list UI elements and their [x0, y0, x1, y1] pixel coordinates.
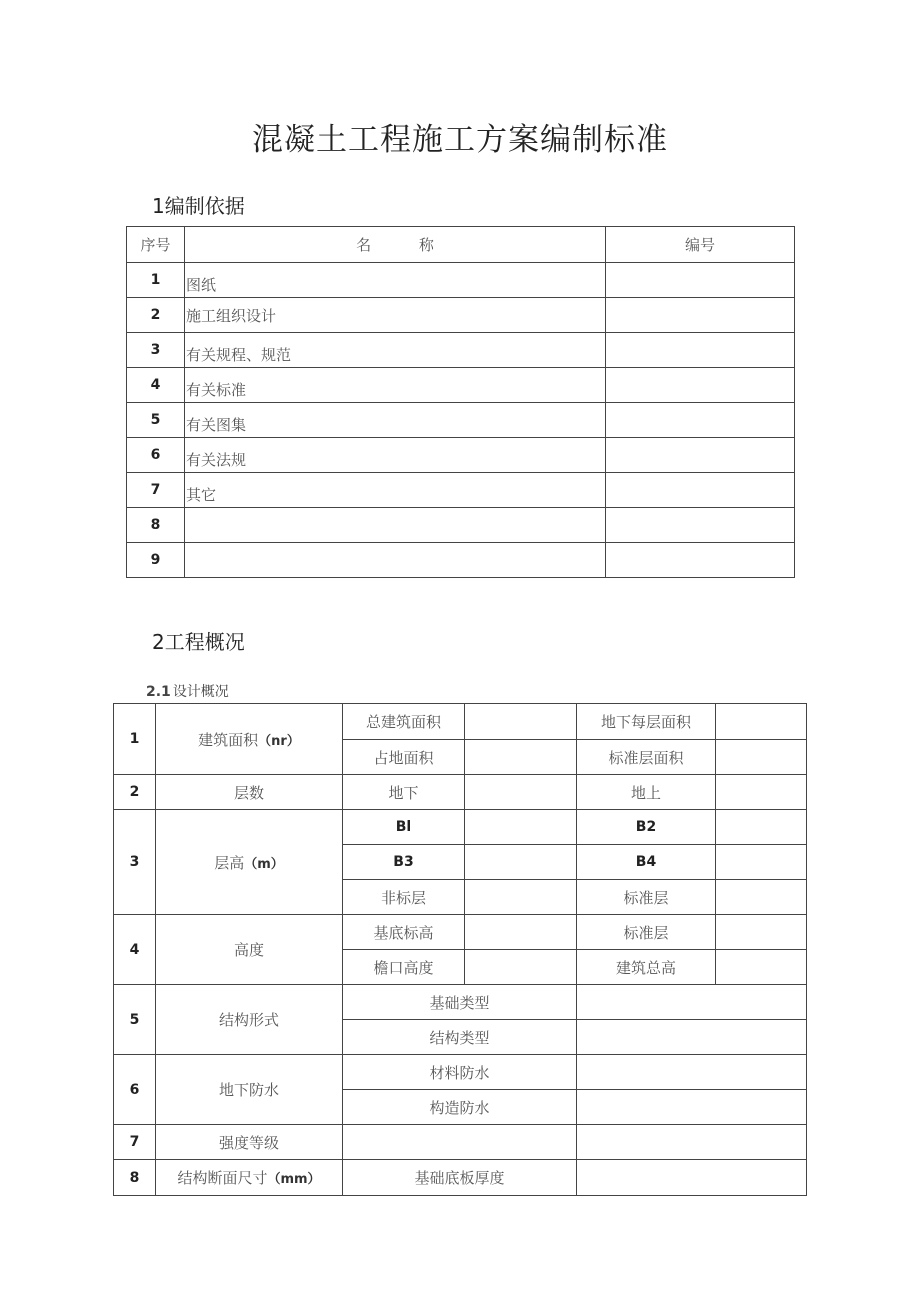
- field-value: [577, 985, 807, 1020]
- row-code: [606, 473, 795, 508]
- row-name: 有关规程、规范: [185, 333, 606, 368]
- row-label: 层高（m）: [156, 810, 343, 915]
- table-row: [127, 508, 795, 543]
- row-code: [606, 403, 795, 438]
- field-value: [577, 1125, 807, 1160]
- section-2-heading: 2工程概况: [152, 630, 245, 654]
- header-name: 名 称: [185, 227, 606, 263]
- field-label: 占地面积: [343, 740, 465, 775]
- field-label: B4: [577, 845, 716, 880]
- row-code: [606, 543, 795, 578]
- field-value: [577, 1090, 807, 1125]
- row-name: [185, 543, 606, 578]
- row-number: 5: [114, 985, 156, 1055]
- row-code: [606, 368, 795, 403]
- row-label: 高度: [156, 915, 343, 985]
- field-label: 地下: [343, 775, 465, 810]
- table-row: [114, 810, 807, 845]
- row-number: 4: [114, 915, 156, 985]
- row-number: 8: [114, 1160, 156, 1196]
- field-label: 地下每层面积: [577, 704, 716, 740]
- row-number: 1: [127, 263, 185, 298]
- table-row: [114, 775, 807, 810]
- field-value: [465, 810, 577, 845]
- field-label: 基底标高: [343, 915, 465, 950]
- row-name: 施工组织设计: [185, 298, 606, 333]
- field-value: [465, 740, 577, 775]
- field-value: [577, 1160, 807, 1196]
- subsection-number: 2.1: [146, 684, 171, 700]
- row-number: 8: [127, 508, 185, 543]
- row-label: 地下防水: [156, 1055, 343, 1125]
- row-code: [606, 263, 795, 298]
- field-value: [577, 1020, 807, 1055]
- row-name: 其它: [185, 473, 606, 508]
- row-number: 2: [114, 775, 156, 810]
- field-label: 构造防水: [343, 1090, 577, 1125]
- table-row: [127, 403, 795, 438]
- row-number: 3: [127, 333, 185, 368]
- row-number: 1: [114, 704, 156, 775]
- row-code: [606, 438, 795, 473]
- row-number: 3: [114, 810, 156, 915]
- field-value: [465, 704, 577, 740]
- field-value: [716, 740, 807, 775]
- row-number: 7: [127, 473, 185, 508]
- field-label: 标准层: [577, 915, 716, 950]
- header-seq: 序号: [127, 227, 185, 263]
- row-number: 4: [127, 368, 185, 403]
- design-overview-table: [113, 703, 807, 1196]
- field-value: [716, 880, 807, 915]
- field-label: 标准层: [577, 880, 716, 915]
- table-row: [127, 438, 795, 473]
- field-label: 材料防水: [343, 1055, 577, 1090]
- field-label: 基础底板厚度: [343, 1160, 577, 1196]
- field-value: [577, 1055, 807, 1090]
- field-label: 建筑总高: [577, 950, 716, 985]
- section-1-heading: 1编制依据: [152, 194, 245, 218]
- field-value: [465, 915, 577, 950]
- row-code: [606, 298, 795, 333]
- table-row: [127, 298, 795, 333]
- table-row: [114, 704, 807, 740]
- field-value: [465, 775, 577, 810]
- row-name: 有关图集: [185, 403, 606, 438]
- row-name: [185, 508, 606, 543]
- field-value: [716, 950, 807, 985]
- field-label: 非标层: [343, 880, 465, 915]
- field-label: B2: [577, 810, 716, 845]
- table-row: [114, 1055, 807, 1090]
- row-name: 图纸: [185, 263, 606, 298]
- row-name: 有关标准: [185, 368, 606, 403]
- field-value: [465, 950, 577, 985]
- field-label: 檐口高度: [343, 950, 465, 985]
- table-row: [114, 915, 807, 950]
- row-label: 建筑面积（nr）: [156, 704, 343, 775]
- field-value: [716, 775, 807, 810]
- row-number: 5: [127, 403, 185, 438]
- row-number: 2: [127, 298, 185, 333]
- row-label: 层数: [156, 775, 343, 810]
- field-value: [465, 880, 577, 915]
- subsection-title: 设计概况: [172, 684, 229, 700]
- field-value: [343, 1125, 577, 1160]
- table-row: [127, 473, 795, 508]
- row-label: 强度等级: [156, 1125, 343, 1160]
- document-title: 混凝土工程施工方案编制标准: [252, 122, 668, 158]
- row-number: 6: [114, 1055, 156, 1125]
- row-name: 有关法规: [185, 438, 606, 473]
- table-row: [127, 333, 795, 368]
- row-label: 结构形式: [156, 985, 343, 1055]
- table-row: [127, 368, 795, 403]
- field-value: [716, 915, 807, 950]
- field-label: B3: [343, 845, 465, 880]
- field-label: 标准层面积: [577, 740, 716, 775]
- row-number: 9: [127, 543, 185, 578]
- table-row: [114, 1160, 807, 1196]
- table-row: [114, 985, 807, 1020]
- field-label: 基础类型: [343, 985, 577, 1020]
- row-code: [606, 333, 795, 368]
- field-label: 结构类型: [343, 1020, 577, 1055]
- field-label: Bl: [343, 810, 465, 845]
- field-value: [465, 845, 577, 880]
- field-value: [716, 704, 807, 740]
- row-number: 7: [114, 1125, 156, 1160]
- row-code: [606, 508, 795, 543]
- field-value: [716, 810, 807, 845]
- header-code: 编号: [606, 227, 795, 263]
- row-label: 结构断面尺寸（mm）: [156, 1160, 343, 1196]
- subsection-heading: [146, 681, 229, 701]
- field-label: 总建筑面积: [343, 704, 465, 740]
- row-number: 6: [127, 438, 185, 473]
- field-label: 地上: [577, 775, 716, 810]
- table-header-row: [127, 227, 795, 263]
- field-value: [716, 845, 807, 880]
- basis-table: [126, 226, 795, 578]
- table-row: [114, 1125, 807, 1160]
- table-row: [127, 263, 795, 298]
- table-row: [127, 543, 795, 578]
